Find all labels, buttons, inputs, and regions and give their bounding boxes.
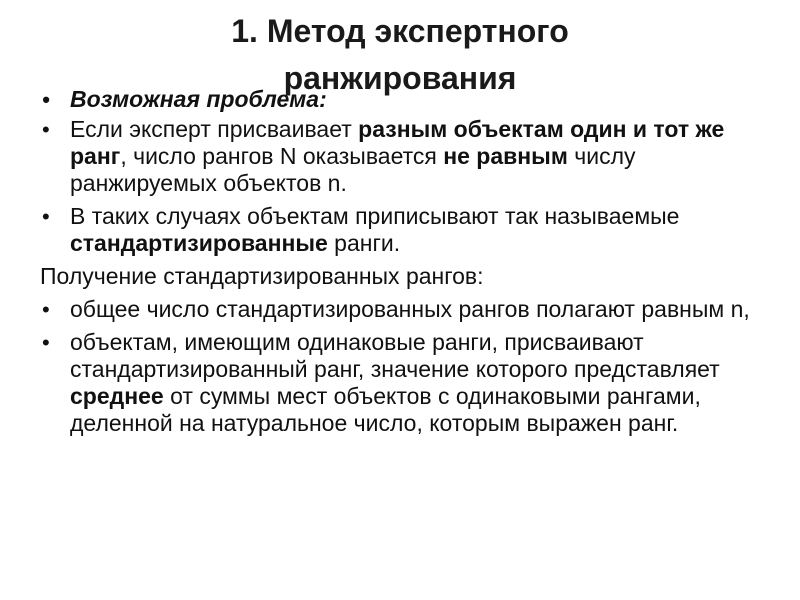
slide-body bbox=[40, 86, 760, 443]
bullet-text: , число рангов N оказывается bbox=[120, 143, 444, 169]
bullet-count: • общее число стандартизированных рангов полагают равным n, bbox=[40, 296, 760, 323]
bullet-text: от суммы мест объектов с одинаковыми рангами, деленной на натуральное число, которым выражен ранг. bbox=[70, 383, 701, 436]
bullet-standardized bbox=[40, 203, 760, 257]
bullet-text: ранги. bbox=[327, 230, 401, 256]
slide-title-line-2: ранжирования bbox=[283, 60, 517, 96]
bullet-emphasis: не равным bbox=[443, 143, 568, 169]
bullet-text: Если эксперт присваивает bbox=[70, 116, 359, 142]
bullet-text: объектам, имеющим одинаковые ранги, присваивают стандартизированный ранг, значение которого представляет bbox=[70, 329, 720, 382]
bullet-assign bbox=[40, 329, 760, 437]
bullet-text: В таких случаях объектам приписывают так называемые bbox=[70, 203, 680, 229]
bullet-rank-issue bbox=[40, 116, 760, 197]
bullet-emphasis: стандартизированные bbox=[70, 230, 328, 256]
section-heading: Получение стандартизированных рангов: bbox=[40, 263, 484, 289]
bullet-emphasis: разным объектам один и тот же ранг bbox=[70, 116, 725, 169]
slide-title-line-1: 1. Метод экспертного bbox=[231, 13, 569, 49]
bullet-text: числу ранжируемых объектов n. bbox=[70, 143, 636, 196]
bullet-problem: • Возможная проблема: bbox=[40, 86, 760, 113]
bullet-emphasis: среднее bbox=[70, 383, 164, 409]
